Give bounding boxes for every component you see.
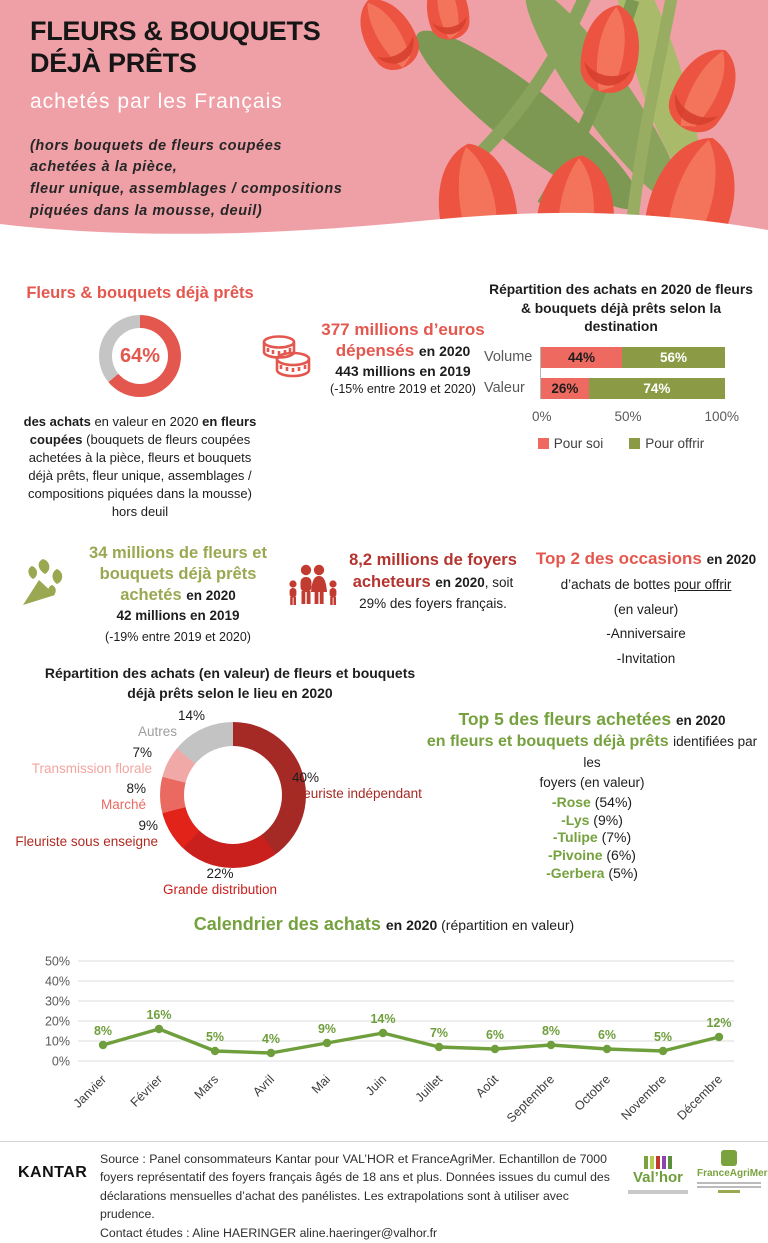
pie-label-grande-distribution: 22% Grande distribution: [162, 866, 278, 897]
bouquets-prev-year: 42 millions en 2019: [116, 608, 240, 624]
legend-item-pour-soi: [538, 436, 604, 451]
legend-label: Pour offrir: [645, 435, 705, 451]
pie-label-transmission-florale: 7% Transmission florale: [31, 745, 152, 776]
svg-text:Mars: Mars: [191, 1072, 222, 1102]
svg-text:Juin: Juin: [363, 1072, 390, 1099]
destination-x-axis: [532, 408, 739, 424]
destination-stacked-bars: [484, 347, 759, 399]
top2-item-invitation: -Invitation: [616, 651, 676, 667]
family-icon: [286, 550, 342, 619]
top2-valeur: (en valeur): [613, 601, 679, 617]
svg-text:12%: 12%: [706, 1016, 732, 1030]
bar-segment: 56%: [622, 347, 725, 368]
share-heading: Fleurs & bouquets déjà prêts: [26, 284, 254, 302]
coins-icon: [260, 332, 312, 380]
lieu-donut: [160, 722, 306, 868]
page-subtitle: achetés par les Français: [30, 89, 283, 113]
legend-item-pour-offrir: [629, 436, 704, 451]
legend-label: Pour soi: [553, 435, 604, 451]
share-gauge-value: 64%: [119, 344, 161, 367]
share-description: des achats en valeur en 2020 en fleurs coupées (bouquets de fleurs coupées achetées à la pièce, fleurs et bouquets déjà prêts, fleur unique, assemblages / compositions piquées dans la mousse) hors deuil: [23, 414, 257, 519]
bouquet-icon: [16, 543, 74, 647]
svg-text:7%: 7%: [429, 1026, 449, 1040]
bouquets-count-text: [74, 543, 282, 647]
svg-text:5%: 5%: [653, 1030, 673, 1044]
svg-text:Novembre: Novembre: [618, 1072, 670, 1123]
top5-item-rose: -Rose (54%): [551, 794, 633, 811]
spent-variation: (-15% entre 2019 et 2020): [330, 382, 476, 397]
svg-text:0%: 0%: [51, 1054, 70, 1069]
pie-label-autres: 14% Autres: [137, 708, 205, 739]
x-tick: 100%: [704, 408, 739, 424]
svg-text:Février: Février: [127, 1072, 166, 1110]
destination-legend: [483, 436, 759, 451]
legend-swatch-pour-offrir: [629, 438, 640, 449]
top5-year: en 2020: [676, 713, 726, 728]
top5-item-tulipe: -Tulipe (7%): [552, 829, 632, 846]
bouquets-count-year: en 2020: [186, 588, 236, 604]
top5-valeur: foyers (en valeur): [539, 775, 645, 791]
bar-category-label: Valeur: [484, 380, 525, 397]
destination-chart-section: [483, 281, 759, 451]
svg-text:Mai: Mai: [308, 1072, 334, 1097]
pie-label-fleuriste-sous-enseigne: 9% Fleuriste sous enseigne: [15, 818, 158, 849]
svg-text:4%: 4%: [261, 1032, 281, 1046]
calendar-line-chart: [28, 946, 740, 1134]
svg-text:Juillet: Juillet: [412, 1072, 446, 1105]
top2-occasions-section: [528, 546, 764, 672]
destination-chart-title: Répartition des achats en 2020 de fleurs & bouquets déjà prêts selon la destination: [489, 282, 753, 335]
franceagrimer-logo-text: FranceAgriMer: [697, 1168, 768, 1179]
spent-section: [250, 320, 488, 399]
svg-text:20%: 20%: [44, 1014, 70, 1029]
top5-heading: Top 5 des fleurs achetées: [458, 709, 676, 729]
lieu-chart-title: Répartition des achats (en valeur) de fleurs et bouquets déjà prêts selon le lieu en 2020: [44, 665, 416, 701]
top5-item-pivoine: -Pivoine (6%): [548, 847, 636, 864]
buyers-share: , soit 29% des foyers français.: [359, 574, 514, 611]
bouquets-variation: (-19% entre 2019 et 2020): [105, 629, 251, 644]
bouquets-count-heading: 34 millions de fleurs et bouquets déjà prêts achetés: [89, 544, 267, 605]
buyers-text: [342, 550, 524, 619]
pie-label-marche: 8% Marché: [100, 781, 146, 812]
kantar-logo: KANTAR: [18, 1164, 88, 1181]
x-tick: 50%: [614, 408, 642, 424]
franceagrimer-logo: [697, 1150, 768, 1193]
svg-text:Août: Août: [473, 1072, 502, 1101]
top2-subline: d’achats de bottes pour offrir: [560, 576, 732, 592]
buyers-section: [286, 550, 524, 619]
svg-text:16%: 16%: [146, 1008, 172, 1022]
top5-subheading: en fleurs et bouquets déjà prêts: [426, 732, 674, 750]
page-title: FLEURS & BOUQUETS DÉJÀ PRÊTS: [30, 16, 321, 78]
svg-text:5%: 5%: [205, 1030, 225, 1044]
svg-text:Avril: Avril: [250, 1072, 278, 1100]
svg-text:Janvier: Janvier: [70, 1072, 110, 1111]
franceagrimer-logo-mark: [721, 1150, 737, 1166]
x-tick: 0%: [532, 408, 552, 424]
svg-text:6%: 6%: [597, 1028, 617, 1042]
svg-text:9%: 9%: [317, 1022, 337, 1036]
top2-heading: Top 2 des occasions: [535, 549, 707, 568]
source-text: [100, 1150, 620, 1242]
svg-text:6%: 6%: [485, 1028, 505, 1042]
top5-subtext: identifiées par les: [583, 733, 758, 770]
valhor-logo: [628, 1156, 688, 1194]
bar-segment: 26%: [541, 378, 589, 399]
header-wave: [0, 204, 768, 240]
lieu-donut-hole: [184, 746, 282, 844]
buyers-year: en 2020: [435, 574, 485, 590]
destination-bar-row: [484, 378, 759, 399]
svg-text:10%: 10%: [44, 1034, 70, 1049]
spent-amount: 377 millions d’euros: [321, 320, 485, 339]
spent-text-block: [318, 320, 488, 399]
svg-text:Septembre: Septembre: [503, 1072, 558, 1126]
share-section: [20, 284, 260, 521]
top5-item-lys: -Lys (9%): [561, 811, 623, 828]
bar-category-label: Volume: [484, 349, 533, 366]
svg-text:50%: 50%: [44, 954, 70, 969]
spent-line2: dépensés en 2020: [335, 340, 471, 360]
svg-text:Décembre: Décembre: [674, 1072, 726, 1123]
source-line2: Contact études : Aline HAERINGER aline.haeringer@valhor.fr: [100, 1225, 438, 1240]
buyers-heading: 8,2 millions de foyers acheteurs: [349, 551, 517, 591]
svg-text:30%: 30%: [44, 994, 70, 1009]
legend-swatch-pour-soi: [538, 438, 549, 449]
spent-prev-year: 443 millions en 2019: [335, 362, 471, 379]
share-gauge: [99, 315, 181, 397]
pie-label-fleuriste-independant: 40% Fleuriste indépendant: [292, 770, 422, 801]
footer-divider: [0, 1141, 768, 1142]
svg-text:40%: 40%: [44, 974, 70, 989]
source-line1: Source : Panel consommateurs Kantar pour VAL’HOR et FranceAgriMer. Echantillon de 7000 foyers représentatif des foyers français âgés de 18 ans et plus. Données issues du cumul des déclarations mensuelles d’achat des panélistes. Les extrapolations sont à utiliser avec prudence.: [100, 1152, 610, 1222]
svg-text:8%: 8%: [541, 1024, 561, 1038]
share-gauge-hole: [112, 328, 168, 384]
header-text-block: [30, 16, 390, 223]
valhor-logo-bars: [628, 1156, 688, 1169]
top5-flowers-section: [424, 708, 760, 882]
top2-year: en 2020: [706, 552, 757, 567]
header-note: (hors bouquets de fleurs coupées achetées à la pièce, fleur unique, assemblages / compositions piquées dans la mousse, deuil): [30, 137, 343, 219]
calendar-chart-title: Calendrier des achats en 2020 (répartition en valeur): [193, 914, 575, 934]
bar-segment: 44%: [541, 347, 622, 368]
bar-segment: 74%: [589, 378, 725, 399]
svg-text:8%: 8%: [93, 1024, 113, 1038]
franceagrimer-logo-subline: [697, 1186, 761, 1188]
valhor-logo-text: Val’hor: [632, 1169, 684, 1186]
svg-text:14%: 14%: [370, 1012, 396, 1026]
bouquets-count-section: [16, 543, 282, 647]
franceagrimer-logo-bar: [718, 1190, 740, 1193]
valhor-logo-tagline: [628, 1190, 688, 1194]
top5-item-gerbera: -Gerbera (5%): [546, 864, 638, 881]
header-banner: [0, 0, 768, 240]
franceagrimer-logo-subline: [697, 1182, 761, 1184]
svg-text:Octobre: Octobre: [571, 1072, 614, 1114]
top2-item-anniversaire: -Anniversaire: [606, 626, 686, 642]
destination-bar-row: [484, 347, 759, 368]
